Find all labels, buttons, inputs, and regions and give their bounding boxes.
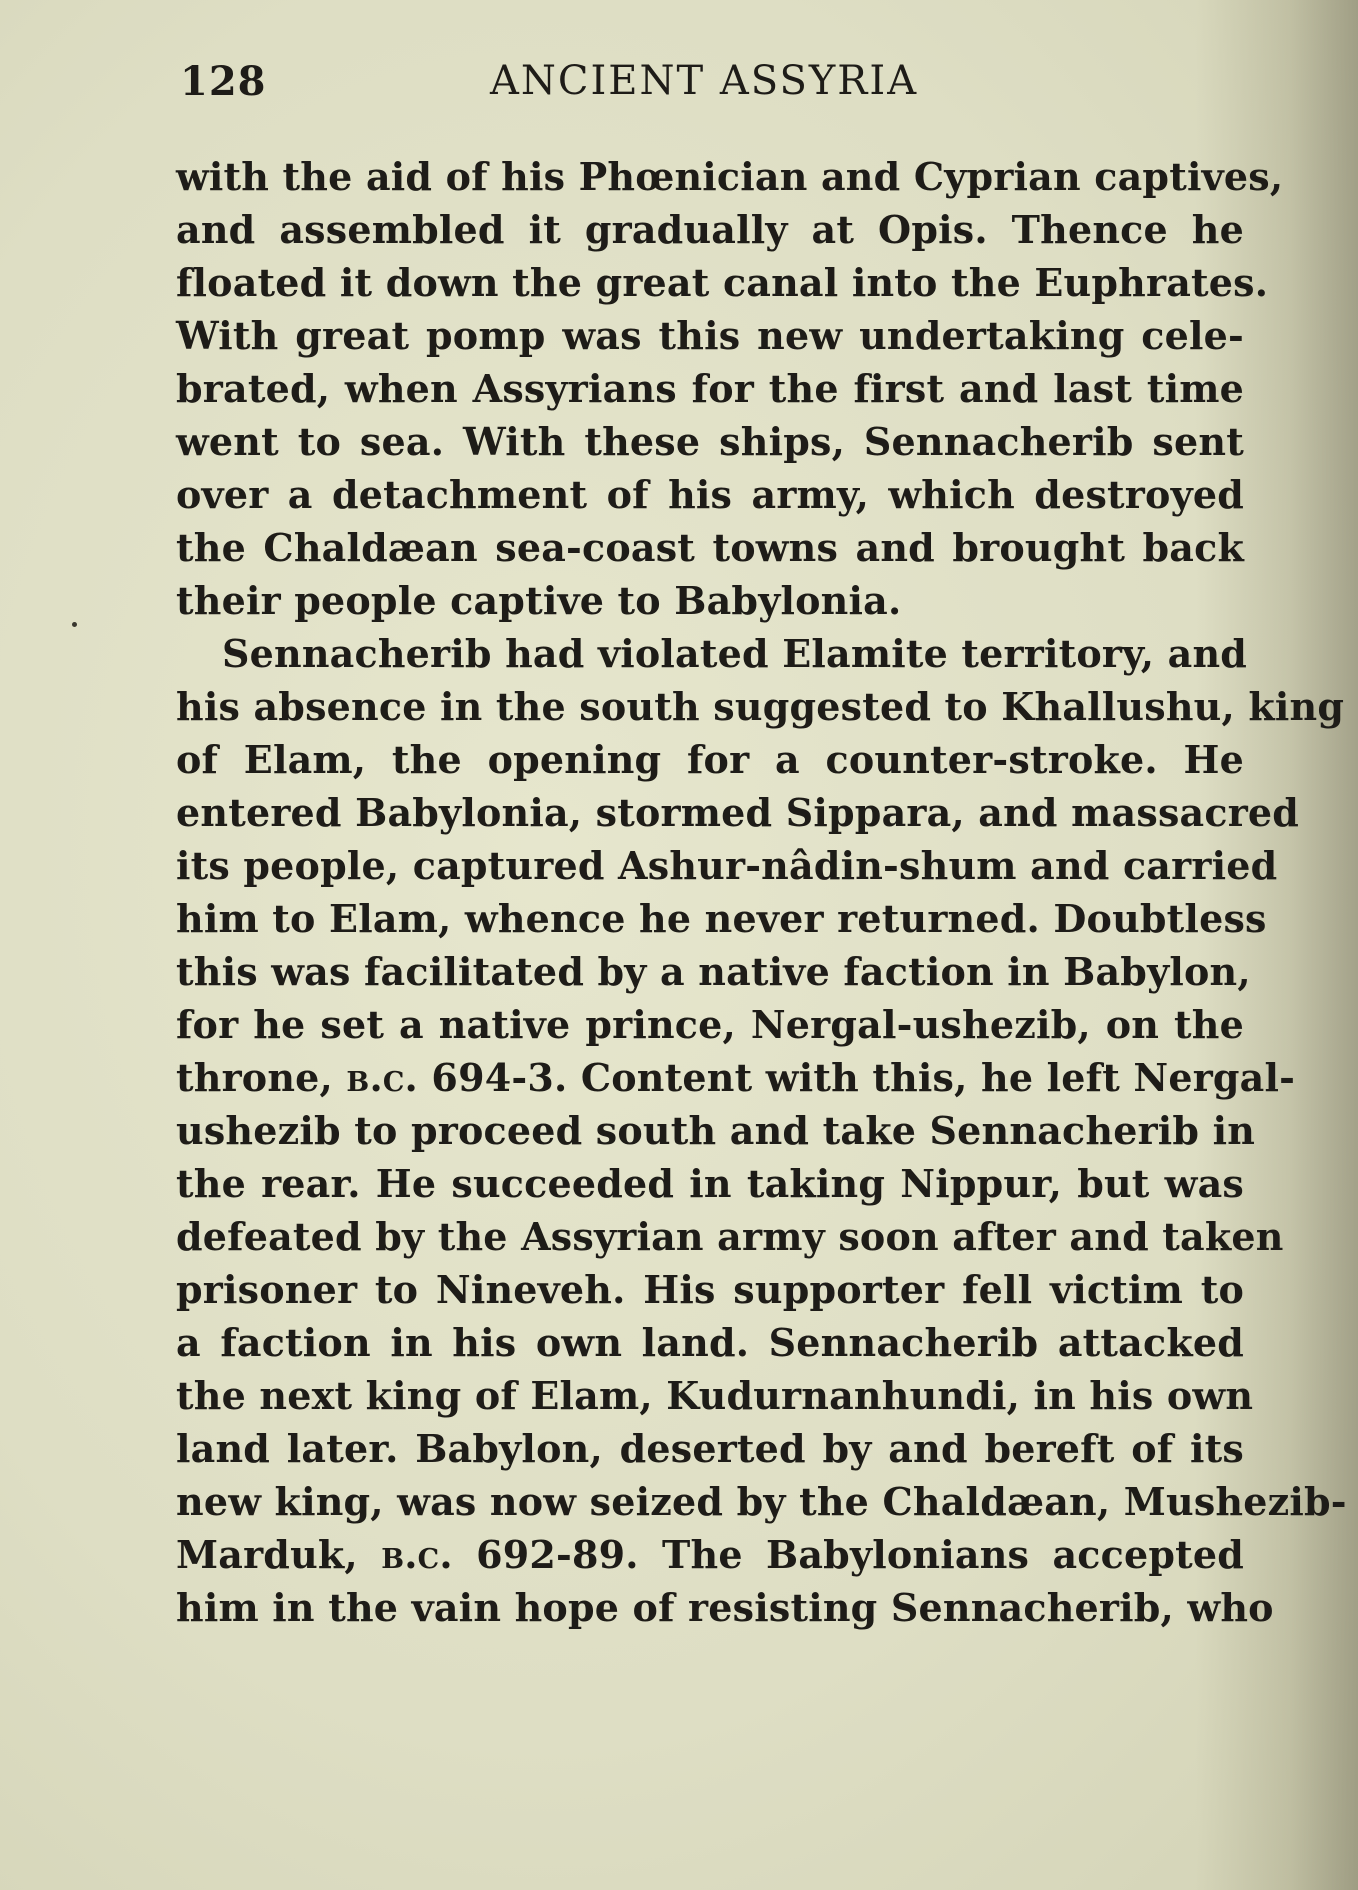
text-line: him to Elam, whence he never returned. Doubtless <box>176 896 1267 941</box>
text-line: his absence in the south suggested to Khallushu, king <box>176 684 1345 729</box>
text-line: with the aid of his Phœnician and Cyprian captives, <box>176 154 1284 199</box>
text-line: entered Babylonia, stormed Sippara, and massacred <box>176 790 1300 835</box>
page-number: 128 <box>180 58 267 105</box>
text-line: defeated by the Assyrian army soon after and taken <box>176 1214 1284 1259</box>
text-line: prisoner to Nineveh. His supporter fell victim to <box>176 1267 1244 1312</box>
text-line: the next king of Elam, Kudurnanhundi, in his own <box>176 1373 1254 1418</box>
text-line: for he set a native prince, Nergal-ushezib, on the <box>176 1002 1244 1047</box>
text-line: this was facilitated by a native faction in Babylon, <box>176 949 1251 994</box>
text-line: Sennacherib had violated Elamite territory, and <box>222 631 1248 676</box>
text-line: went to sea. With these ships, Sennacherib sent <box>176 419 1244 464</box>
text-line: brated, when Assyrians for the first and last time <box>176 366 1244 411</box>
running-title: ANCIENT ASSYRIA <box>490 58 919 104</box>
text-line: of Elam, the opening for a counter-stroke. He <box>176 737 1244 782</box>
text-line: their people captive to Babylonia. <box>176 578 902 623</box>
text-line: over a detachment of his army, which destroyed <box>176 472 1244 517</box>
text-line: its people, captured Ashur-nâdin-shum and carried <box>176 843 1278 888</box>
text-line: floated it down the great canal into the Euphrates. <box>176 260 1269 305</box>
paragraph-1 <box>176 150 1284 627</box>
text-line: Marduk, b.c. 692-89. The Babylonians accepted <box>176 1532 1244 1577</box>
era-abbreviation: b.c. <box>381 1532 453 1577</box>
text-line: a faction in his own land. Sennacherib attacked <box>176 1320 1244 1365</box>
text-line: throne, b.c. 694-3. Content with this, he left Nergal- <box>176 1055 1296 1100</box>
era-abbreviation: b.c. <box>346 1055 418 1100</box>
text-line: him in the vain hope of resisting Sennacherib, who <box>176 1585 1274 1630</box>
text-line: new king, was now seized by the Chaldæan, Mushezib- <box>176 1479 1347 1524</box>
ink-speck <box>72 622 77 627</box>
text-line: land later. Babylon, deserted by and bereft of its <box>176 1426 1244 1471</box>
text-line: and assembled it gradually at Opis. Thence he <box>176 207 1244 252</box>
text-line: ushezib to proceed south and take Sennacherib in <box>176 1108 1256 1153</box>
text-line: the Chaldæan sea-coast towns and brought back <box>176 525 1244 570</box>
running-head <box>180 58 1240 118</box>
paragraph-2 <box>176 627 1347 1634</box>
body-text <box>176 150 1347 1634</box>
text-line: With great pomp was this new undertaking cele- <box>176 313 1244 358</box>
text-line: the rear. He succeeded in taking Nippur, but was <box>176 1161 1244 1206</box>
